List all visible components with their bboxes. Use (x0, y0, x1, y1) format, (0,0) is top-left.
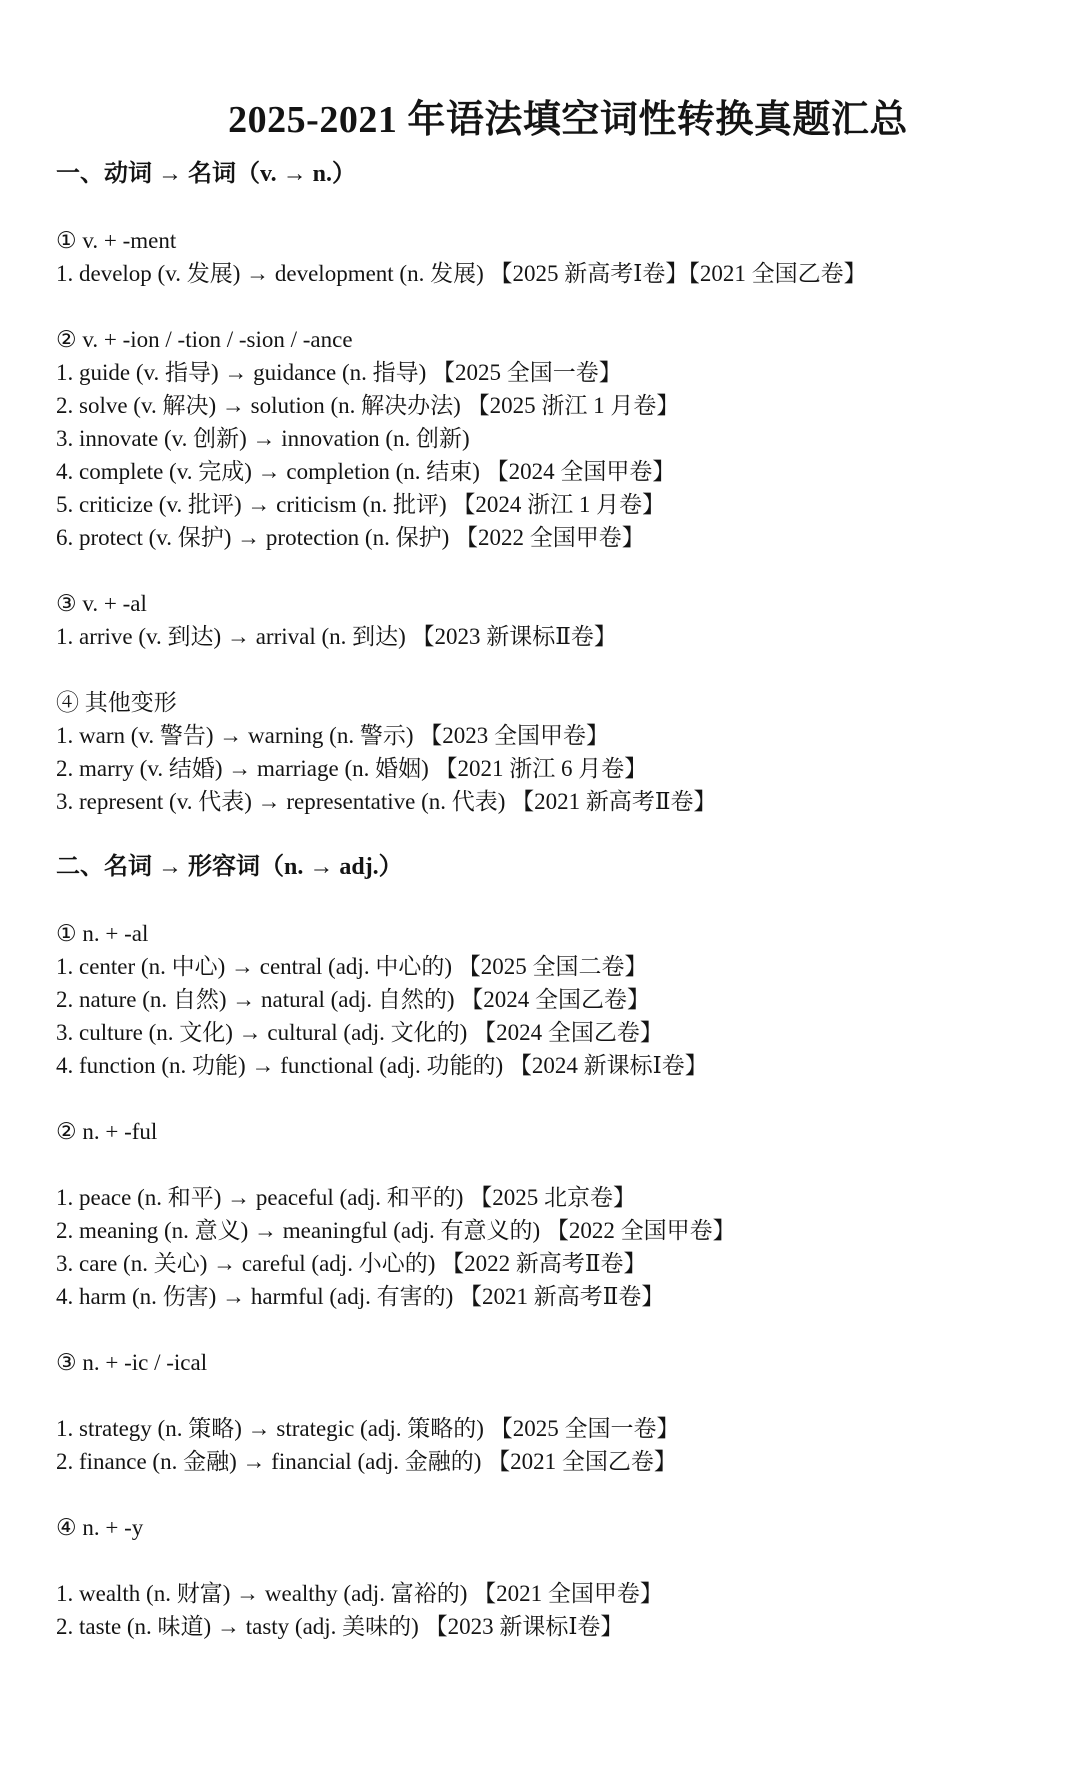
group-label: ③ v. + -al (56, 591, 147, 616)
list-item: 2. meaning (n. 意义) → meaningful (adj. 有意义的) 【2022 全国甲卷】 (56, 1218, 736, 1243)
list-item: 3. innovate (v. 创新) → innovation (n. 创新) (56, 426, 470, 451)
list-item: 5. criticize (v. 批评) → criticism (n. 批评) 【2024 浙江 1 月卷】 (56, 492, 666, 517)
section-noun-to-adjective (56, 851, 1040, 1643)
list-item: 3. represent (v. 代表) → representative (n. 代表) 【2021 新高考Ⅱ卷】 (56, 789, 717, 814)
list-item: 1. center (n. 中心) → central (adj. 中心的) 【2025 全国二卷】 (56, 954, 648, 979)
group-label: ① n. + -al (56, 921, 149, 946)
list-item: 1. strategy (n. 策略) → strategic (adj. 策略的) 【2025 全国一卷】 (56, 1416, 680, 1441)
list-item: 2. marry (v. 结婚) → marriage (n. 婚姻) 【2021 浙江 6 月卷】 (56, 756, 648, 781)
group-label: ② n. + -ful (56, 1119, 158, 1144)
list-item: 4. harm (n. 伤害) → harmful (adj. 有害的) 【2021 新高考Ⅱ卷】 (56, 1284, 665, 1309)
group-label: ④ 其他变形 (56, 690, 177, 715)
page-title: 2025-2021 年语法填空词性转换真题汇总 (228, 99, 908, 141)
list-item: 1. develop (v. 发展) → development (n. 发展) 【2025 新高考Ⅰ卷】【2021 全国乙卷】 (56, 261, 867, 286)
list-item: 2. nature (n. 自然) → natural (adj. 自然的) 【2024 全国乙卷】 (56, 987, 651, 1012)
list-item: 2. solve (v. 解决) → solution (n. 解决办法) 【2025 浙江 1 月卷】 (56, 393, 680, 418)
list-item: 1. arrive (v. 到达) → arrival (n. 到达) 【2023 新课标Ⅱ卷】 (56, 624, 617, 649)
list-item: 3. care (n. 关心) → careful (adj. 小心的) 【2022 新高考Ⅱ卷】 (56, 1251, 647, 1276)
list-item: 4. complete (v. 完成) → completion (n. 结束) 【2024 全国甲卷】 (56, 459, 676, 484)
list-item: 2. taste (n. 味道) → tasty (adj. 美味的) 【2023 新课标Ⅰ卷】 (56, 1614, 624, 1639)
list-item: 4. function (n. 功能) → functional (adj. 功能的) 【2024 新课标Ⅰ卷】 (56, 1053, 708, 1078)
list-item: 1. warn (v. 警告) → warning (n. 警示) 【2023 全国甲卷】 (56, 723, 609, 748)
section-verb-to-noun (56, 158, 1040, 818)
list-item: 1. peace (n. 和平) → peaceful (adj. 和平的) 【2025 北京卷】 (56, 1185, 636, 1210)
group-label: ① v. + -ment (56, 228, 177, 253)
group-label: ② v. + -ion / -tion / -sion / -ance (56, 327, 353, 352)
list-item: 3. culture (n. 文化) → cultural (adj. 文化的) 【2024 全国乙卷】 (56, 1020, 663, 1045)
section-heading: 二、名词 → 形容词（n. → adj.） (56, 854, 403, 880)
group-label: ③ n. + -ic / -ical (56, 1350, 208, 1375)
list-item: 2. finance (n. 金融) → financial (adj. 金融的) 【2021 全国乙卷】 (56, 1449, 677, 1474)
list-item: 1. guide (v. 指导) → guidance (n. 指导) 【2025 全国一卷】 (56, 360, 622, 385)
list-item: 1. wealth (n. 财富) → wealthy (adj. 富裕的) 【2021 全国甲卷】 (56, 1581, 663, 1606)
group-label: ④ n. + -y (56, 1515, 144, 1540)
section-heading: 一、动词 → 名词（v. → n.） (56, 161, 357, 187)
list-item: 6. protect (v. 保护) → protection (n. 保护) 【2022 全国甲卷】 (56, 525, 645, 550)
